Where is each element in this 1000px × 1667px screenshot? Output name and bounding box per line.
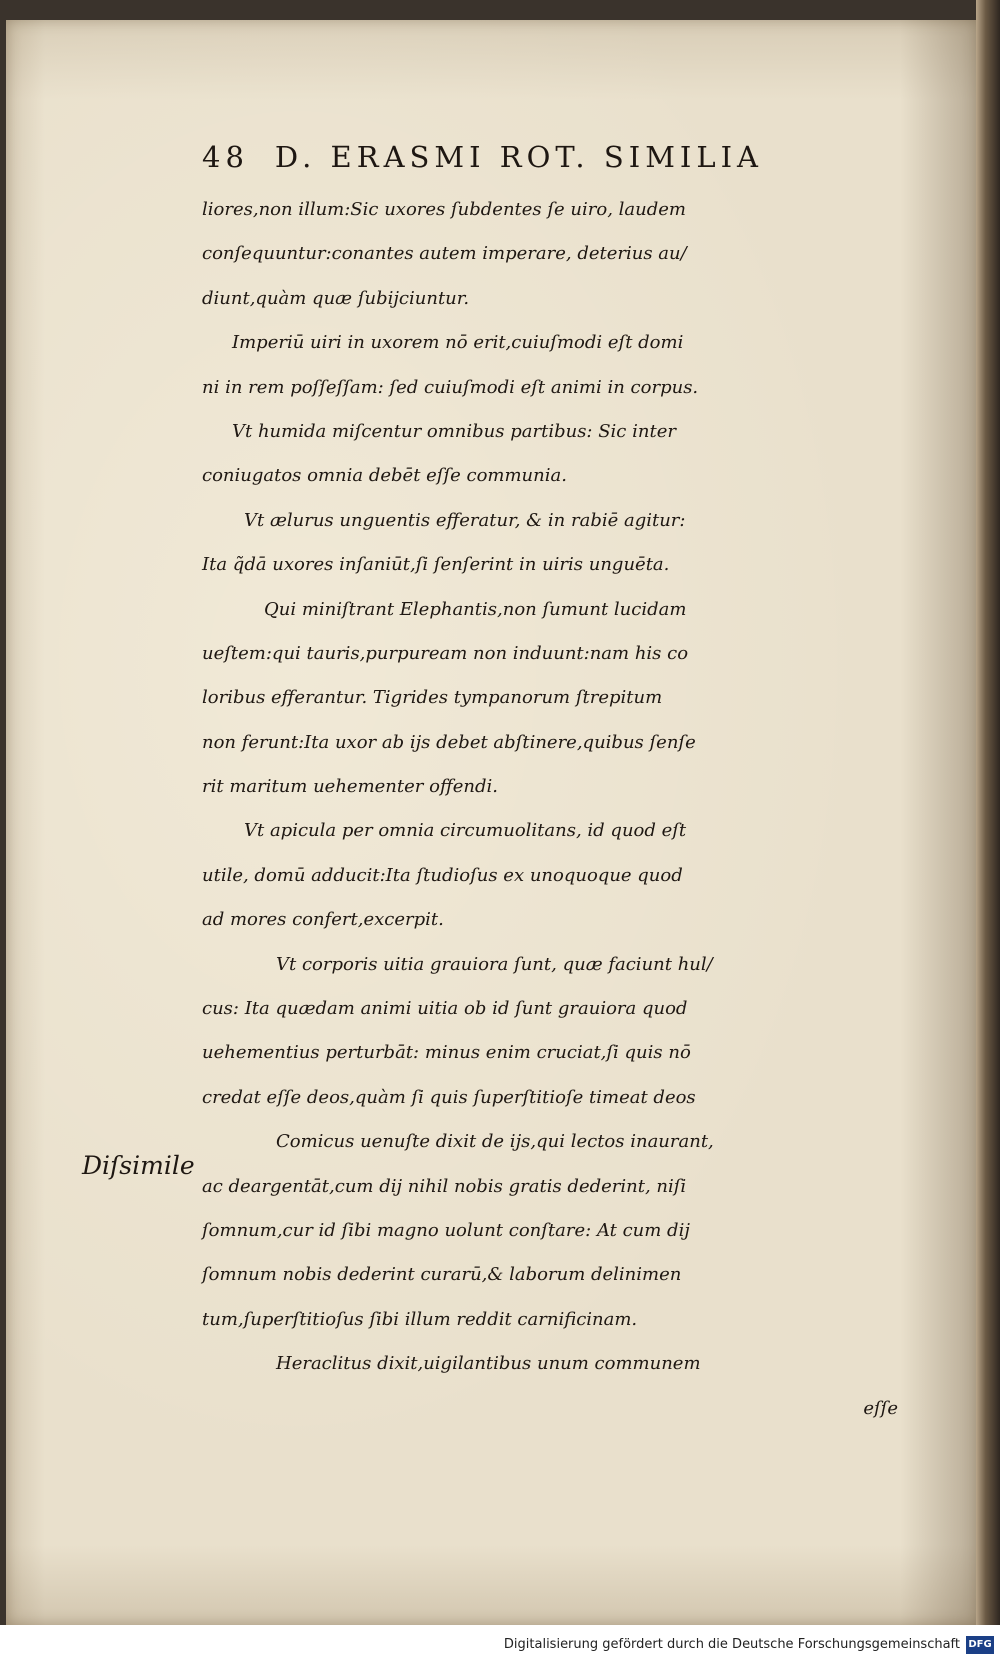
running-header <box>202 140 892 174</box>
text-line: tum,ſuperſtitioſus ſibi illum reddit carnificinam. <box>202 1308 638 1330</box>
text-line: ac deargentāt,cum dij nihil nobis gratis dederint, niſi <box>202 1175 687 1197</box>
text-line: Imperiū uiri in uxorem nō erit,cuiuſmodi eſt domi <box>232 332 684 354</box>
text-line: ſomnum,cur id ſibi magno uolunt conſtare: At cum dij <box>202 1219 690 1241</box>
text-line: cus: Ita quædam animi uitia ob id ſunt grauiora quod <box>202 998 688 1020</box>
text-line: Comicus uenuſte dixit de ijs,qui lectos inaurant, <box>276 1131 714 1153</box>
text-line: Ita q̃dā uxores inſaniūt,ſi ſenſerint in uiris unguēta. <box>202 554 670 576</box>
text-line: loribus efferantur. Tigrides tympanorum ſtrepitum <box>202 687 663 709</box>
text-line: ſomnum nobis dederint curarū,& laborum delinimen <box>202 1264 682 1286</box>
digitization-footer <box>0 1625 1000 1667</box>
text-line: ad mores confert,excerpit. <box>202 909 444 931</box>
text-line: liores,non illum:Sic uxores ſubdentes ſe uiro, laudem <box>202 199 686 220</box>
text-line: Vt corporis uitia grauiora ſunt, quæ faciunt hul/ <box>276 953 713 975</box>
text-line: credat eſſe deos,quàm ſi quis ſuperſtitioſe timeat deos <box>202 1086 696 1108</box>
book-spine-edge <box>976 0 1000 1667</box>
funding-credit: Digitalisierung gefördert durch die Deutsche Forschungsgemeinschaft <box>503 1637 960 1652</box>
text-line: conſequuntur:conantes autem imperare, deterius au/ <box>202 243 687 265</box>
text-line: non ferunt:Ita uxor ab ijs debet abſtinere,quibus ſenſe <box>202 731 696 753</box>
text-line: Vt humida miſcentur omnibus partibus: Sic inter <box>232 420 676 442</box>
text-line: Qui miniſtrant Elephantis,non ſumunt lucidam <box>264 598 687 620</box>
text-line: rit maritum uehementer offendi. <box>202 776 498 798</box>
text-line: Vt apicula per omnia circumuolitans, id quod eſt <box>244 820 687 842</box>
running-title: D. ERASMI ROT. SIMILIA <box>274 140 763 174</box>
page-number: 48 <box>202 140 249 174</box>
catchword: eſſe <box>863 1397 898 1419</box>
text-line: Vt ælurus unguentis efferatur, & in rabiē agitur: <box>244 509 686 531</box>
text-line: utile, domū adducit:Ita ſtudioſus ex unoquoque quod <box>202 864 683 886</box>
marginal-note: Diſsimile <box>82 1151 195 1180</box>
dfg-logo-icon: DFG <box>966 1636 994 1654</box>
text-line: diunt,quàm quæ ſubijciuntur. <box>202 287 470 309</box>
text-line: ni in rem poſſeſſam: ſed cuiuſmodi eſt animi in corpus. <box>202 376 699 398</box>
text-line: coniugatos omnia debēt eſſe communia. <box>202 465 567 487</box>
text-line: uehementius perturbāt: minus enim cruciat,ſi quis nō <box>202 1042 691 1064</box>
text-line: Heraclitus dixit,uigilantibus unum communem <box>276 1353 701 1375</box>
text-line: ueſtem:qui tauris,purpuream non induunt:nam his co <box>202 642 689 664</box>
page-body <box>202 188 924 1431</box>
book-page <box>6 20 978 1625</box>
